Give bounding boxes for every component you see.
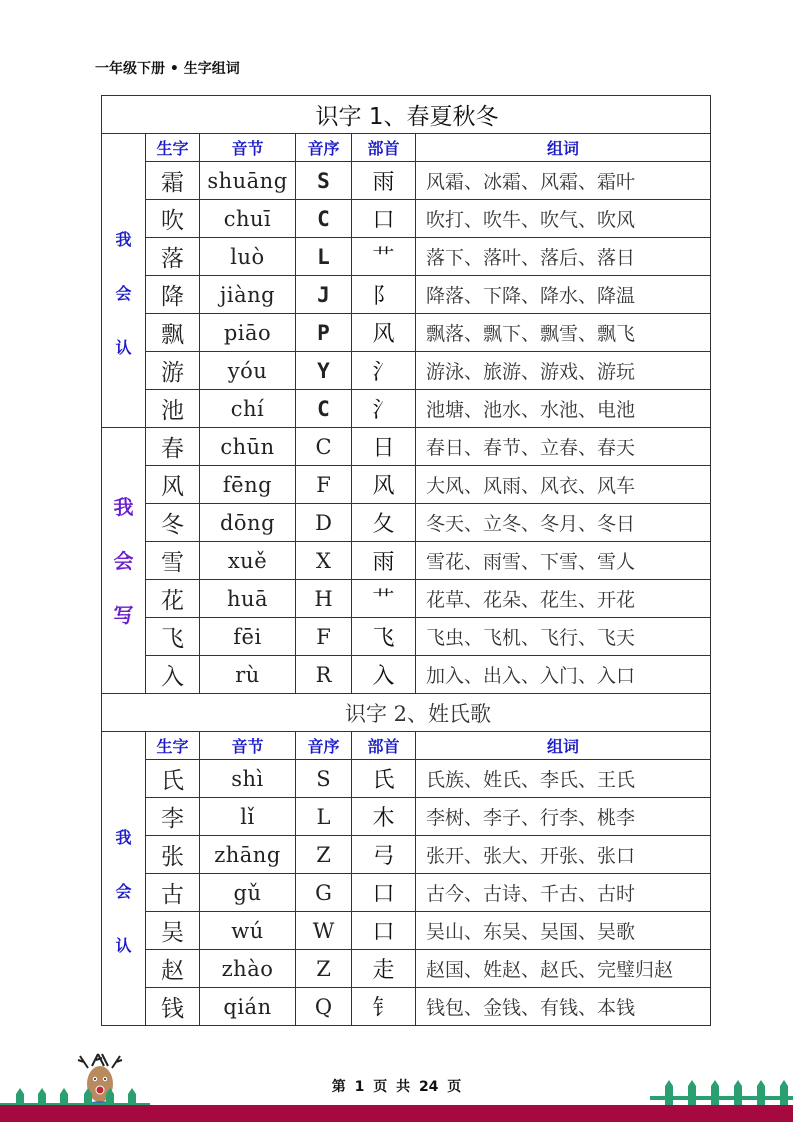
initial-letter-cell: H [296, 580, 352, 618]
radical-cell: 飞 [352, 618, 416, 656]
lesson-title: 识字 2、姓氏歌 [102, 694, 711, 732]
character-cell: 雪 [146, 542, 200, 580]
table-row [102, 950, 711, 988]
radical-cell: 艹 [352, 238, 416, 276]
radical-cell: 氵 [352, 352, 416, 390]
page-number: 第 1 页 共 24 页 [331, 1079, 462, 1095]
table-row [102, 200, 711, 238]
words-cell: 飞虫、飞机、飞行、飞天 [416, 618, 711, 656]
initial-letter-cell: Z [296, 950, 352, 988]
table-row [102, 988, 711, 1026]
column-header: 音节 [200, 732, 296, 760]
radical-cell: 雨 [352, 542, 416, 580]
column-header: 音序 [296, 134, 352, 162]
table-row [102, 580, 711, 618]
words-cell: 雪花、雨雪、下雪、雪人 [416, 542, 711, 580]
initial-letter-cell: Z [296, 836, 352, 874]
character-cell: 落 [146, 238, 200, 276]
column-header: 生字 [146, 134, 200, 162]
character-cell: 池 [146, 390, 200, 428]
radical-cell: 走 [352, 950, 416, 988]
character-cell: 赵 [146, 950, 200, 988]
pinyin-cell: dōng [200, 504, 296, 542]
column-header-row [102, 732, 711, 760]
initial-letter-cell: D [296, 504, 352, 542]
table-row [102, 542, 711, 580]
words-cell: 赵国、姓赵、赵氏、完璧归赵 [416, 950, 711, 988]
character-cell: 吹 [146, 200, 200, 238]
radical-cell: 木 [352, 798, 416, 836]
column-header: 组词 [416, 732, 711, 760]
words-cell: 吴山、东吴、吴国、吴歌 [416, 912, 711, 950]
radical-cell: 雨 [352, 162, 416, 200]
pinyin-cell: fēng [200, 466, 296, 504]
pinyin-cell: rù [200, 656, 296, 694]
lesson-title: 识字 1、春夏秋冬 [102, 96, 711, 134]
pinyin-cell: luò [200, 238, 296, 276]
radical-cell: 艹 [352, 580, 416, 618]
character-cell: 风 [146, 466, 200, 504]
column-header: 组词 [416, 134, 711, 162]
words-cell: 冬天、立冬、冬月、冬日 [416, 504, 711, 542]
pinyin-cell: gǔ [200, 874, 296, 912]
lesson-title-row [102, 694, 711, 732]
column-header: 生字 [146, 732, 200, 760]
initial-letter-cell: X [296, 542, 352, 580]
initial-letter-cell: J [296, 276, 352, 314]
character-cell: 降 [146, 276, 200, 314]
radical-cell: 夂 [352, 504, 416, 542]
initial-letter-cell: L [296, 238, 352, 276]
pinyin-cell: lǐ [200, 798, 296, 836]
radical-cell: 弓 [352, 836, 416, 874]
radical-cell: 氏 [352, 760, 416, 798]
radical-cell: 口 [352, 874, 416, 912]
section-label-char: 会 [113, 548, 134, 573]
pinyin-cell: wú [200, 912, 296, 950]
initial-letter-cell: R [296, 656, 352, 694]
table-row [102, 238, 711, 276]
section-label-char: 认 [115, 936, 132, 955]
radical-cell: 口 [352, 912, 416, 950]
words-cell: 飘落、飘下、飘雪、飘飞 [416, 314, 711, 352]
pinyin-cell: zhào [200, 950, 296, 988]
pinyin-cell: shuāng [200, 162, 296, 200]
character-cell: 吴 [146, 912, 200, 950]
table-row [102, 874, 711, 912]
radical-cell: 氵 [352, 390, 416, 428]
character-cell: 古 [146, 874, 200, 912]
words-cell: 降落、下降、降水、降温 [416, 276, 711, 314]
words-cell: 风霜、冰霜、风霜、霜叶 [416, 162, 711, 200]
words-cell: 游泳、旅游、游戏、游玩 [416, 352, 711, 390]
character-cell: 张 [146, 836, 200, 874]
initial-letter-cell: W [296, 912, 352, 950]
pinyin-cell: chuī [200, 200, 296, 238]
character-cell: 春 [146, 428, 200, 466]
table-row [102, 162, 711, 200]
initial-letter-cell: Q [296, 988, 352, 1026]
words-cell: 落下、落叶、落后、落日 [416, 238, 711, 276]
table-row [102, 390, 711, 428]
initial-letter-cell: C [296, 200, 352, 238]
column-header: 部首 [352, 134, 416, 162]
section-label-char: 我 [115, 828, 132, 847]
section-label-char: 我 [115, 230, 132, 249]
pinyin-cell: shì [200, 760, 296, 798]
table-row [102, 466, 711, 504]
radical-cell: 入 [352, 656, 416, 694]
pinyin-cell: chūn [200, 428, 296, 466]
section-label-char: 认 [115, 338, 132, 357]
section-label [102, 428, 146, 694]
words-cell: 氏族、姓氏、李氏、王氏 [416, 760, 711, 798]
initial-letter-cell: C [296, 428, 352, 466]
pinyin-cell: fēi [200, 618, 296, 656]
radical-cell: 钅 [352, 988, 416, 1026]
words-cell: 吹打、吹牛、吹气、吹风 [416, 200, 711, 238]
character-cell: 冬 [146, 504, 200, 542]
pinyin-cell: qián [200, 988, 296, 1026]
pinyin-cell: chí [200, 390, 296, 428]
lesson-title-row [102, 96, 711, 134]
character-cell: 李 [146, 798, 200, 836]
word-table [101, 95, 711, 1026]
initial-letter-cell: C [296, 390, 352, 428]
pinyin-cell: xuě [200, 542, 296, 580]
table-row [102, 798, 711, 836]
character-cell: 飞 [146, 618, 200, 656]
table-row [102, 314, 711, 352]
initial-letter-cell: Y [296, 352, 352, 390]
initial-letter-cell: S [296, 162, 352, 200]
character-cell: 游 [146, 352, 200, 390]
column-header: 音节 [200, 134, 296, 162]
document-header: 一年级下册 • 生字组词 [95, 61, 240, 77]
table-row [102, 276, 711, 314]
character-cell: 入 [146, 656, 200, 694]
character-cell: 钱 [146, 988, 200, 1026]
table-row [102, 618, 711, 656]
words-cell: 春日、春节、立春、春天 [416, 428, 711, 466]
radical-cell: 日 [352, 428, 416, 466]
words-cell: 花草、花朵、花生、开花 [416, 580, 711, 618]
initial-letter-cell: S [296, 760, 352, 798]
words-cell: 李树、李子、行李、桃李 [416, 798, 711, 836]
table-row [102, 912, 711, 950]
character-cell: 氏 [146, 760, 200, 798]
initial-letter-cell: L [296, 798, 352, 836]
radical-cell: 风 [352, 314, 416, 352]
column-header: 音序 [296, 732, 352, 760]
table-row [102, 836, 711, 874]
table-row [102, 656, 711, 694]
character-cell: 花 [146, 580, 200, 618]
section-label-char: 写 [113, 602, 134, 627]
words-cell: 张开、张大、开张、张口 [416, 836, 711, 874]
words-cell: 池塘、池水、水池、电池 [416, 390, 711, 428]
table-row [102, 504, 711, 542]
radical-cell: 口 [352, 200, 416, 238]
pinyin-cell: huā [200, 580, 296, 618]
section-label [102, 134, 146, 428]
table-row [102, 760, 711, 798]
words-cell: 古今、古诗、千古、古时 [416, 874, 711, 912]
footer-band [0, 1105, 793, 1122]
table-row [102, 428, 711, 466]
initial-letter-cell: F [296, 618, 352, 656]
radical-cell: 风 [352, 466, 416, 504]
pinyin-cell: zhāng [200, 836, 296, 874]
words-cell: 加入、出入、入门、入口 [416, 656, 711, 694]
column-header-row [102, 134, 711, 162]
section-label-char: 我 [113, 494, 134, 519]
character-cell: 霜 [146, 162, 200, 200]
pinyin-cell: yóu [200, 352, 296, 390]
radical-cell: 阝 [352, 276, 416, 314]
character-cell: 飘 [146, 314, 200, 352]
section-label-char: 会 [115, 284, 132, 303]
words-cell: 钱包、金钱、有钱、本钱 [416, 988, 711, 1026]
initial-letter-cell: F [296, 466, 352, 504]
words-cell: 大风、风雨、风衣、风车 [416, 466, 711, 504]
section-label-char: 会 [115, 882, 132, 901]
initial-letter-cell: P [296, 314, 352, 352]
pinyin-cell: jiàng [200, 276, 296, 314]
initial-letter-cell: G [296, 874, 352, 912]
section-label [102, 732, 146, 1026]
column-header: 部首 [352, 732, 416, 760]
table-row [102, 352, 711, 390]
pinyin-cell: piāo [200, 314, 296, 352]
